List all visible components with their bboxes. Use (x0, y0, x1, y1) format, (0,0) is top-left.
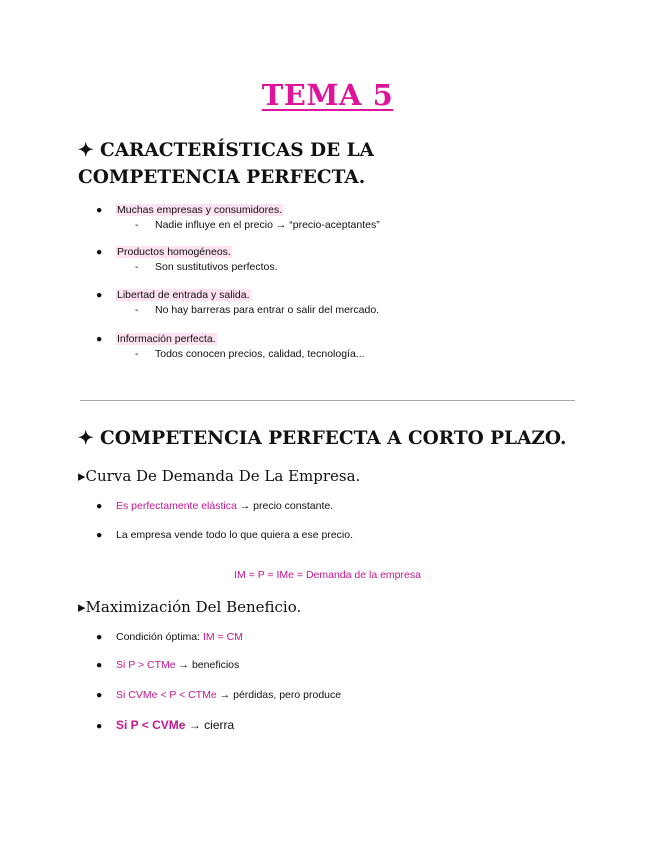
section-heading-caracteristicas (78, 137, 528, 191)
list-item-highlight: Es perfectamente elástica (116, 500, 237, 512)
sparkle-icon: ✦ (78, 140, 94, 161)
bullet-icon: ● (96, 720, 103, 732)
subsection-heading-curva-demanda (78, 467, 360, 485)
list-item-text: La empresa vende todo lo que quiera a ese precio. (116, 529, 353, 541)
bullet-icon: ● (96, 631, 103, 643)
list-item (96, 500, 333, 512)
sub-list-item (135, 261, 278, 273)
section-heading-text: CARACTERÍSTICAS DE LA COMPETENCIA PERFECTA. (78, 140, 374, 188)
bullet-icon: ● (96, 689, 103, 701)
dash-icon: - (135, 219, 139, 231)
list-item (96, 659, 239, 671)
bullet-icon: ● (96, 659, 103, 671)
list-item (96, 246, 232, 258)
list-item-highlight: Si CVMe < P < CTMe (116, 689, 217, 701)
list-item-text: Muchas empresas y consumidores. (117, 204, 283, 216)
list-item-text: → cierra (185, 718, 235, 732)
list-item (96, 333, 217, 345)
formula: IM = P = IMe = Demanda de la empresa (234, 569, 421, 581)
page-title: TEMA 5 (261, 78, 394, 112)
list-item (96, 718, 234, 732)
bullet-icon: ● (96, 289, 103, 301)
list-item (96, 204, 283, 216)
triangle-right-icon: ▸ (78, 598, 86, 616)
subsection-heading-text: Maximización Del Beneficio. (85, 598, 302, 616)
list-item-text: Libertad de entrada y salida. (117, 289, 250, 301)
dash-icon: - (135, 304, 139, 316)
sub-list-item-text: Todos conocen precios, calidad, tecnología... (155, 348, 365, 360)
sub-list-item-text: Son sustitutivos perfectos. (155, 261, 278, 273)
list-item-text: → pérdidas, pero produce (216, 689, 342, 701)
triangle-right-icon: ▸ (78, 467, 86, 485)
list-item-text: → precio constante. (236, 500, 334, 512)
list-item-highlight: Si P < CVMe (116, 718, 186, 732)
list-item-text: → beneficios (175, 659, 240, 671)
list-item-highlight: IM = CM (202, 631, 243, 643)
list-item-text: Condición óptima: (116, 631, 203, 643)
list-item-text: Información perfecta. (117, 333, 216, 345)
bullet-icon: ● (96, 500, 103, 512)
list-item (96, 631, 243, 643)
list-item-highlight: Si P > CTMe (116, 659, 176, 671)
sub-list-item-text: No hay barreras para entrar o salir del mercado. (155, 304, 380, 316)
section-heading-corto-plazo (78, 425, 578, 452)
subsection-heading-maximizacion (78, 598, 301, 616)
list-item (96, 289, 251, 301)
list-item (96, 689, 341, 701)
list-item-text: Productos homogéneos. (117, 246, 231, 258)
bullet-icon: ● (96, 204, 103, 216)
divider (80, 400, 575, 401)
subsection-heading-text: Curva De Demanda De La Empresa. (85, 467, 361, 485)
bullet-icon: ● (96, 529, 103, 541)
sub-list-item (135, 219, 380, 231)
sub-list-item (135, 304, 379, 316)
section-heading-text: COMPETENCIA PERFECTA A CORTO PLAZO. (99, 428, 567, 449)
sub-list-item (135, 348, 365, 360)
sparkle-icon: ✦ (78, 428, 94, 449)
dash-icon: - (135, 261, 139, 273)
list-item (96, 529, 353, 541)
dash-icon: - (135, 348, 139, 360)
bullet-icon: ● (96, 246, 103, 258)
sub-list-item-text: Nadie influye en el precio → “precio-aceptantes” (155, 219, 380, 231)
bullet-icon: ● (96, 333, 103, 345)
